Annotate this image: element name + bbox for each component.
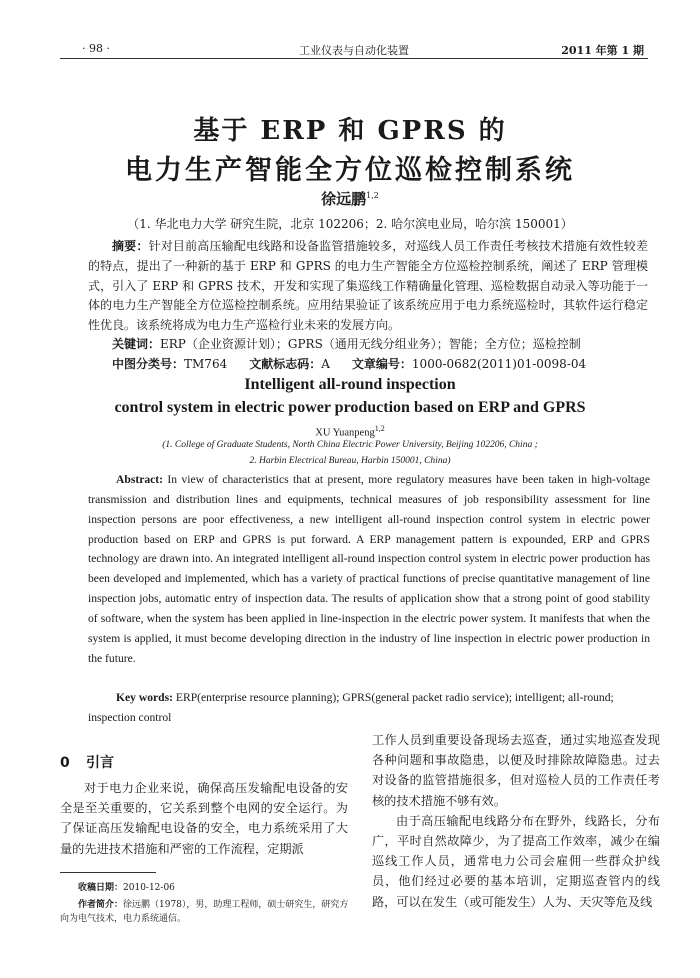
author-cn [0, 188, 700, 209]
doc-code-label: 文献标志码： [249, 357, 322, 371]
abstract-en [88, 470, 650, 668]
author-cn-sup: 1,2 [366, 191, 379, 200]
received-value: 2010-12-06 [123, 883, 175, 893]
author-en-name: XU Yuanpeng [315, 427, 375, 439]
affiliation-en-line2: 2. Harbin Electrical Bureau, Harbin 150001, China) [249, 456, 451, 466]
affiliation-en-line1: (1. College of Graduate Students, North China Electric Power University, Beijing 102206, China ; [162, 440, 538, 450]
body-paragraph-continued: 工作人员到重要设备现场去巡查，通过实地巡查发现各种问题和事故隐患，以便及时排除故障隐患。过去对设备的监管措施很多，但对巡检人员的工作责任考核的技术措施不够有效。 [372, 733, 660, 808]
section-number: 0 [60, 755, 70, 771]
author-en-sup: 1,2 [374, 424, 385, 433]
page-number: · 98 · [82, 42, 110, 55]
received-label: 收稿日期： [78, 883, 124, 893]
footnote-received [60, 881, 350, 895]
author-cn-name: 徐远鹏 [321, 190, 367, 208]
keywords-en-label: Key words: [116, 691, 173, 704]
keywords-en [88, 688, 650, 728]
running-header [60, 40, 648, 59]
doc-code-value: A [321, 357, 330, 371]
issue-label: 2011 年第 1 期 [561, 44, 644, 57]
abstract-cn [88, 237, 648, 336]
abstract-cn-text: 针对目前高压输配电线路和设备监管措施较多，对巡线人员工作责任考核技术措施有效性较差的特点，提出了一种新的基于 ERP 和 GPRS 的电力生产智能全方位巡检控制系统，阐述了 ERP 管理模式，引入了 ERP 和 GPRS 技术，开发和实现了集巡线工作精确量化管理、巡检数据自动录入等功能于一体的电力生产智能全方位巡检控制系统。应用结果验证了该系统应用于电力系统巡检时，其软件运行稳定性优良。该系统将成为电力生产巡检行业未来的发展方向。 [88, 239, 648, 333]
keywords-en-text: ERP(enterprise resource planning); GPRS(general packet radio service); intelligent; all-round; inspection control [88, 691, 614, 724]
section-title: 引言 [86, 755, 114, 771]
keywords-cn-label: 关键词： [112, 337, 161, 351]
footnote-author-bio [60, 898, 350, 926]
clc-value: TM764 [184, 357, 228, 371]
title-en-line1: Intelligent all-round inspection [244, 376, 456, 393]
title-cn-line1: 基于 ERP 和 GPRS 的 [193, 116, 507, 146]
author-en [0, 424, 700, 439]
body-left-column [60, 778, 348, 859]
article-number-label: 文章编号： [351, 357, 412, 371]
journal-name: 工业仪表与自动化装置 [299, 44, 409, 57]
footnote-divider [60, 872, 156, 873]
body-paragraph: 对于电力企业来说，确保高压发输配电设备的安全是至关重要的，它关系到整个电网的安全运行。为了保证高压发输配电设备的安全，电力系统采用了大量的先进技术措施和严密的工作流程，定期派 [60, 781, 348, 856]
abstract-en-text: In view of characteristics that at present, more regulatory measures have been taken in high-voltage transmission and distribution lines and equipments, technical measures of job responsibility assessment for line inspection persons are poor effectiveness, a new intelligent all-round inspection control system in electric power production based on ERP and GPRS is put forward. A ERP management pattern is expounded, ERP and GPRS technology are drawn into. An integrated intelligent all-round inspection control system in electric power production has been developed and implemented, which has a variety of practical functions of precise quantitative management of line inspection jobs, automatic entry of inspection data. The results of application show that a strong point of good stability of software, when the system has been applied in line-inspection in the electric power system. It manifests that when the system is applied, it must become developing direction in the industry of line inspection in electric power production in the future. [88, 473, 650, 665]
section-heading [60, 752, 114, 772]
title-cn-line2: 电力生产智能全方位巡检控制系统 [125, 155, 575, 186]
classification-line [112, 355, 652, 372]
keywords-cn-text: ERP（企业资源计划）；GPRS（通用无线分组业务）；智能；全方位；巡检控制 [160, 337, 581, 351]
keywords-cn [112, 335, 652, 352]
affiliation-cn: （1. 华北电力大学 研究生院，北京 102206；2. 哈尔滨电业局，哈尔滨 150001） [127, 217, 573, 231]
title-en-line2: control system in electric power production based on ERP and GPRS [114, 399, 586, 416]
clc-label: 中图分类号： [112, 357, 185, 371]
body-right-column [372, 730, 660, 912]
author-bio-value: 徐远鹏（1978），男，助理工程师，硕士研究生，研究方向为电气技术，电力系统通信。 [60, 900, 349, 924]
body-paragraph: 由于高压输配电线路分布在野外，线路长，分布广，平时自然故障少，为了提高工作效率，减少在编巡线工作人员，通常电力公司会雇佣一些群众护线员，他们经过必要的基本培训，定期巡查管内的线路，可以在发生（或可能发生）人为、天灾等危及线 [372, 813, 660, 909]
article-number-value: 1000-0682(2011)01-0098-04 [411, 357, 587, 371]
abstract-en-label: Abstract: [116, 473, 164, 486]
abstract-cn-label: 摘要： [112, 239, 149, 253]
author-bio-label: 作者简介： [78, 900, 124, 910]
